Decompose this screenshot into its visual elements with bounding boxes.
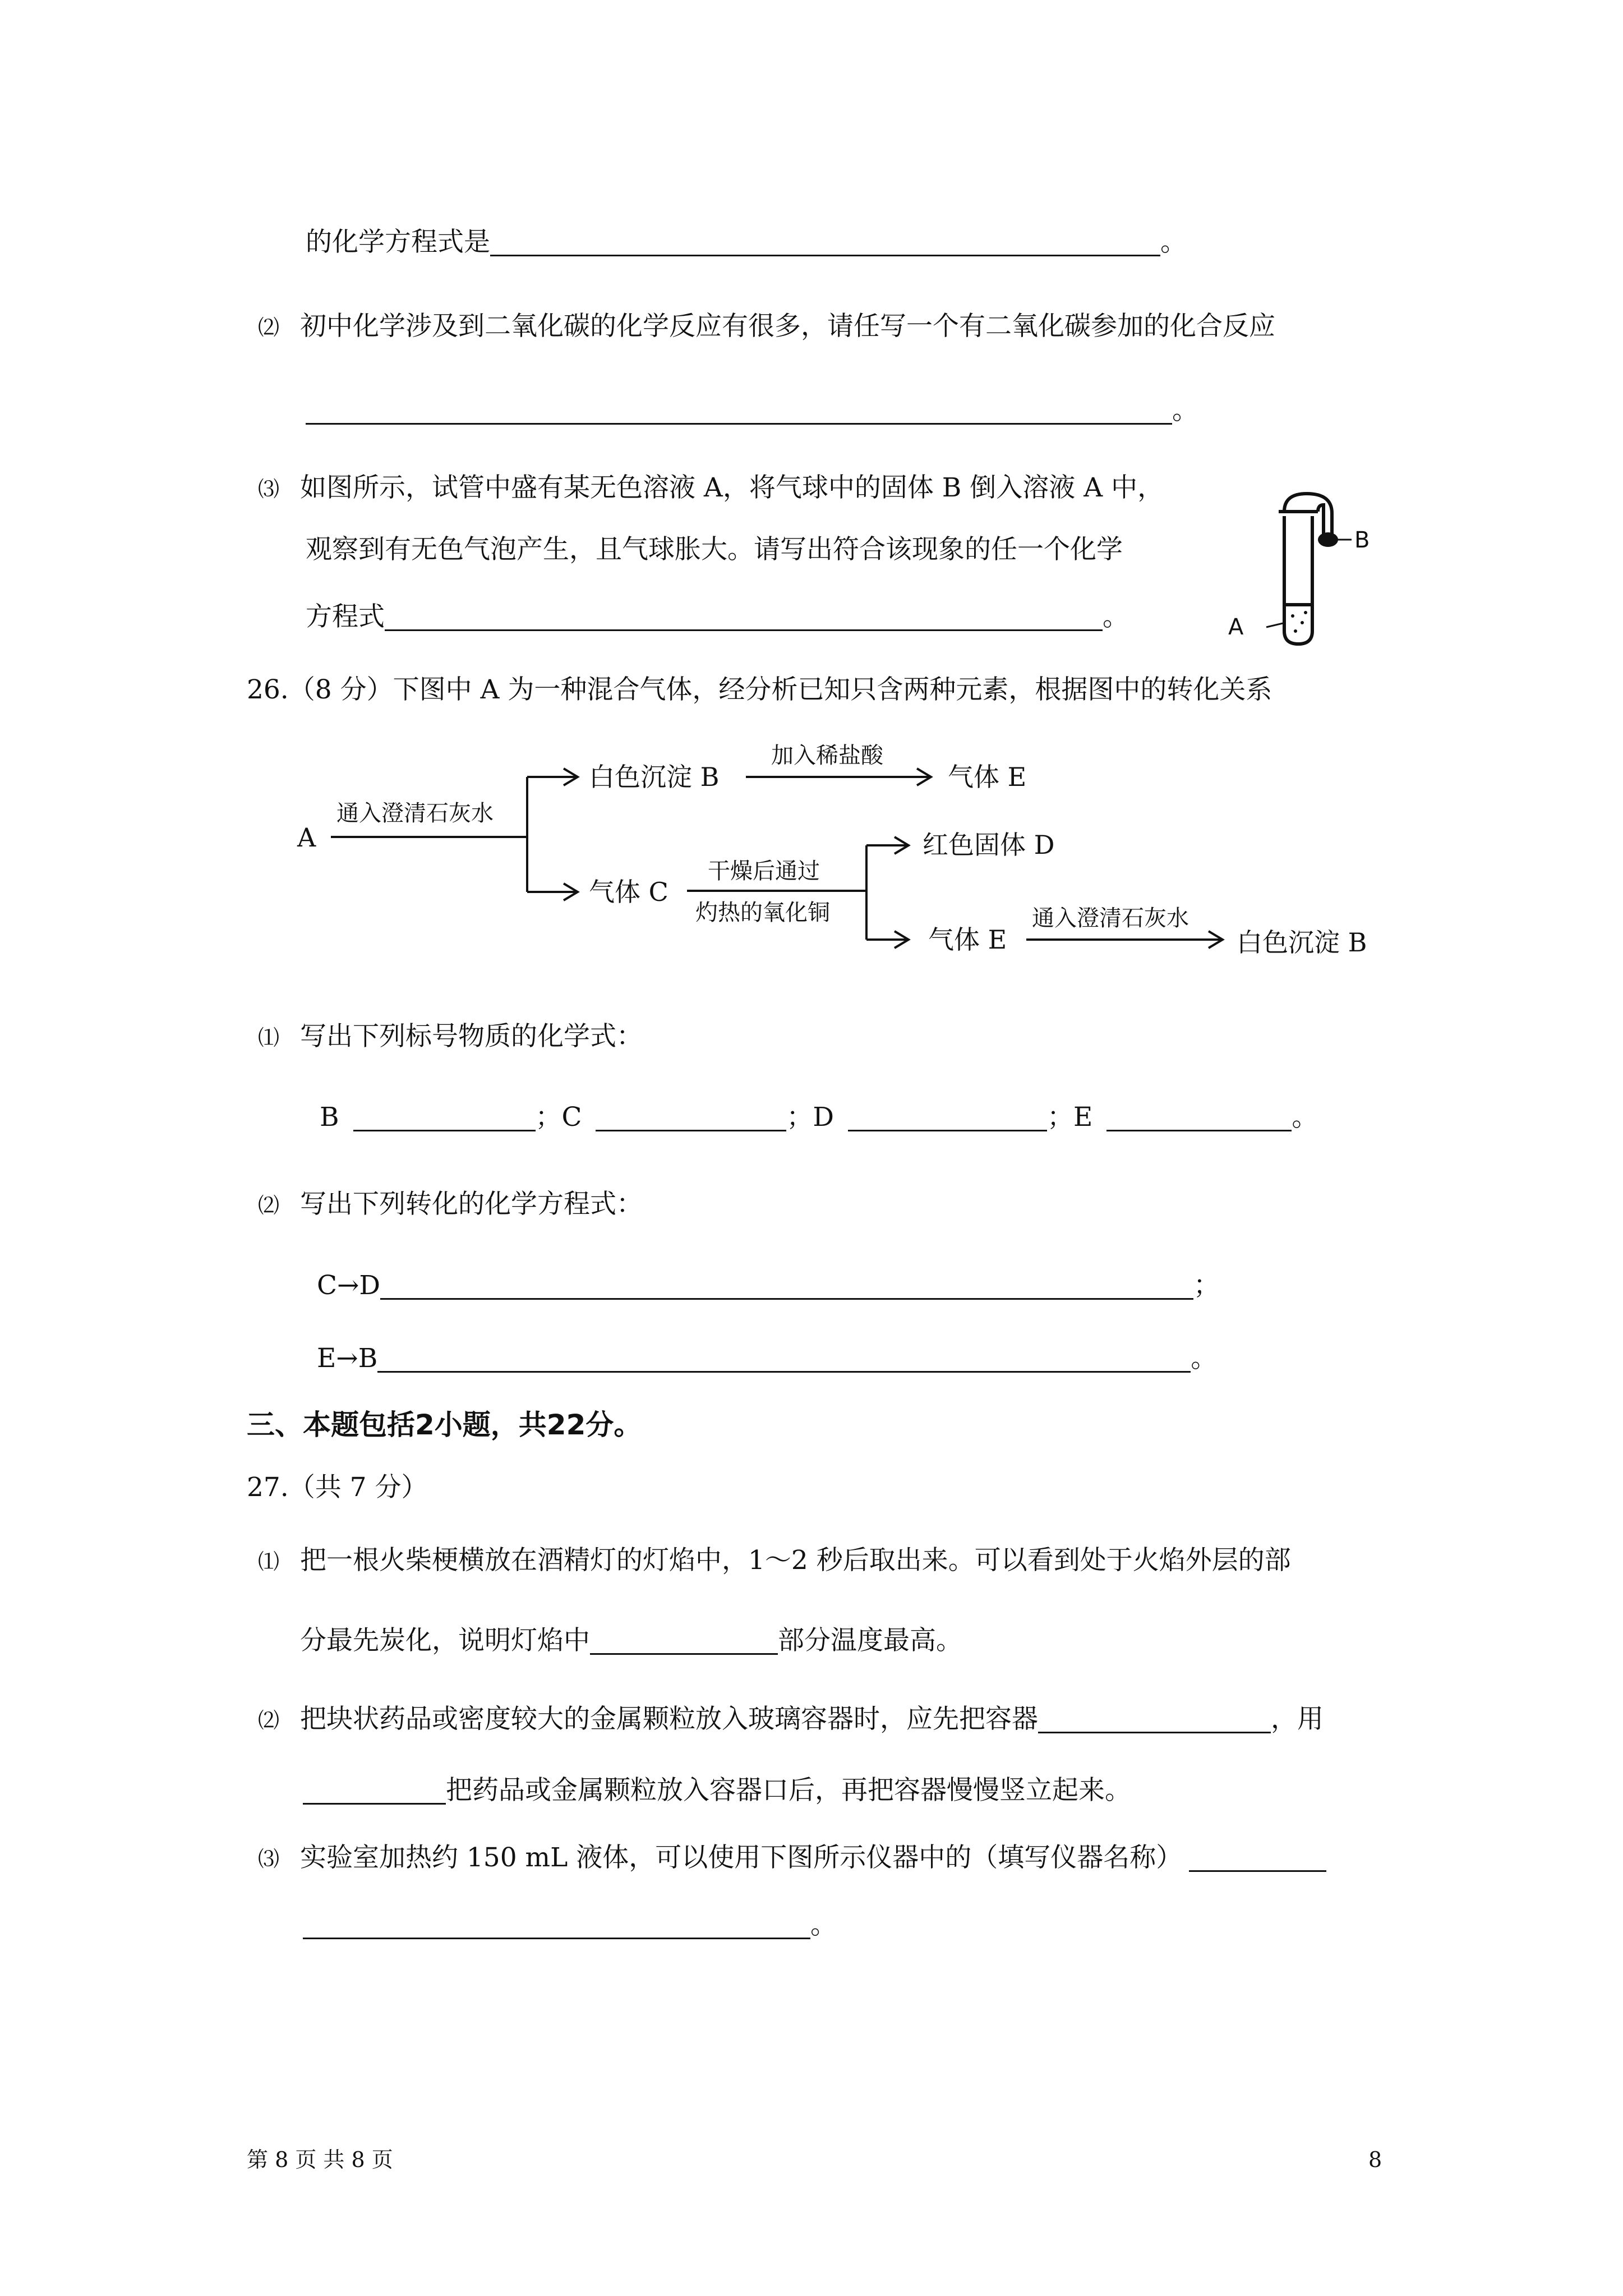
q27-p2-blank-1[interactable] [1038, 1706, 1271, 1733]
diagram-arrow1-label: 通入澄清石灰水 [336, 800, 494, 826]
q27-part3-line2 [303, 1908, 837, 1942]
diagram-arrow4-label: 通入澄清石灰水 [1032, 905, 1189, 931]
q27-p1-num: ⑴ [258, 1549, 280, 1574]
q27-part1-line2 [300, 1624, 962, 1658]
q26-fill-c-label: ；C [535, 1102, 582, 1133]
q27-p2-num: ⑵ [258, 1708, 280, 1733]
q26-part2 [258, 1188, 643, 1222]
diagram-node-d: 红色固体 D [923, 830, 1055, 860]
q26-eq2-line [317, 1342, 1217, 1375]
q26-p1-num: ⑴ [258, 1025, 280, 1050]
q27-p1-line1: 把一根火柴梗横放在酒精灯的灯焰中，1～2 秒后取出来。可以看到处于火焰外层的部 [299, 1545, 1291, 1576]
q26-eq2-end: 。 [1191, 1343, 1218, 1374]
q27-p2-line1-b: ，用 [1270, 1704, 1324, 1734]
q27-p1-line2-a: 分最先炭化，说明灯焰中 [300, 1625, 590, 1656]
q27-p3-num: ⑶ [258, 1847, 280, 1871]
q26-blank-c[interactable] [596, 1104, 786, 1131]
q27-header: 27.（共 7 分） [247, 1472, 428, 1503]
q26-eq1-line [317, 1269, 1220, 1303]
q27-part3-line1 [258, 1841, 1326, 1876]
q26-eq1-label: C→D [317, 1270, 381, 1301]
q26-blank-d[interactable] [848, 1104, 1047, 1131]
q25-p3-end: 。 [1103, 601, 1129, 632]
q25-line1-text: 的化学方程式是 [306, 227, 490, 257]
q25-line1-end: 。 [1160, 227, 1187, 257]
q27-part1-line1 [258, 1544, 1291, 1579]
footer-page-number: 8 [1368, 2147, 1382, 2172]
q26-header: 26.（8 分）下图中 A 为一种混合气体，经分析已知只含两种元素，根据图中的转化关系 [247, 674, 1272, 705]
q26-eq1-blank[interactable] [380, 1272, 1193, 1300]
q26-fill-e-label: ；E [1047, 1102, 1093, 1133]
q26-eq1-end: ； [1193, 1270, 1220, 1301]
q27-p1-blank[interactable] [590, 1627, 778, 1655]
diagram-node-e2: 气体 E [928, 924, 1007, 955]
q26-fill-d-label: ；D [786, 1102, 834, 1133]
diagram-arrow3-label-bottom: 灼热的氧化铜 [695, 900, 830, 926]
q25-p3-line3-text: 方程式 [306, 601, 385, 632]
q25-p3-line2: 观察到有无色气泡产生，且气球胀大。请写出符合该现象的任一个化学 [306, 534, 1123, 565]
diagram-node-a: A [297, 822, 316, 853]
q27-p2-line1-a: 把块状药品或密度较大的金属颗粒放入玻璃容器时，应先把容器 [299, 1704, 1038, 1734]
q26-fill-b-label: B [320, 1102, 339, 1133]
q27-p3-end: 。 [810, 1910, 837, 1940]
q26-fill-row [320, 1101, 1318, 1134]
q27-p1-line2-b: 部分温度最高。 [778, 1625, 962, 1656]
diagram-arrow3-label-top: 干燥后通过 [708, 858, 820, 884]
q27-p3-blank-1[interactable] [1189, 1844, 1326, 1872]
fig-label-b: B [1354, 527, 1370, 553]
q27-p3-blank-2[interactable] [303, 1912, 810, 1939]
q26-part1 [258, 1020, 643, 1055]
diagram-node-b1: 白色沉淀 B [589, 762, 720, 792]
diagram-node-b2: 白色沉淀 B [1237, 927, 1367, 958]
q25-p3-num: ⑶ [258, 477, 280, 501]
footer-page-info: 第 8 页 共 8 页 [247, 2147, 393, 2172]
q27-part2-line1 [258, 1703, 1324, 1737]
q26-fill-end: 。 [1292, 1102, 1318, 1133]
q25-p3-line1: 如图所示，试管中盛有某无色溶液 A，将气球中的固体 B 倒入溶液 A 中， [299, 472, 1164, 503]
q26-eq2-blank[interactable] [377, 1345, 1191, 1373]
diagram-node-e1: 气体 E [948, 762, 1027, 792]
q26-p1-text: 写出下列标号物质的化学式： [299, 1021, 643, 1052]
q26-p2-num: ⑵ [258, 1193, 280, 1218]
q26-eq2-label: E→B [317, 1343, 378, 1374]
q26-p2-text: 写出下列转化的化学方程式： [299, 1189, 643, 1220]
diagram-arrow2-label: 加入稀盐酸 [771, 743, 883, 769]
q27-part2-line2 [303, 1774, 1131, 1807]
q25-p2-end: 。 [1172, 395, 1198, 426]
q26-blank-b[interactable] [353, 1104, 536, 1131]
fig-label-a: A [1228, 614, 1244, 640]
q26-blank-e[interactable] [1106, 1104, 1292, 1131]
section3-title: 三、本题包括2小题，共22分。 [247, 1409, 642, 1441]
diagram-node-c: 气体 C [589, 877, 668, 907]
q25-p2-text: 初中化学涉及到二氧化碳的化学反应有很多，请任写一个有二氧化碳参加的化合反应 [299, 311, 1275, 342]
q27-p2-line2: 把药品或金属颗粒放入容器口后，再把容器慢慢竖立起来。 [446, 1775, 1131, 1806]
q25-p2-num: ⑵ [258, 315, 280, 340]
q27-p2-blank-2[interactable] [303, 1777, 446, 1805]
q27-p3-line1: 实验室加热约 150 mL 液体，可以使用下图所示仪器中的（填写仪器名称） [299, 1842, 1183, 1873]
